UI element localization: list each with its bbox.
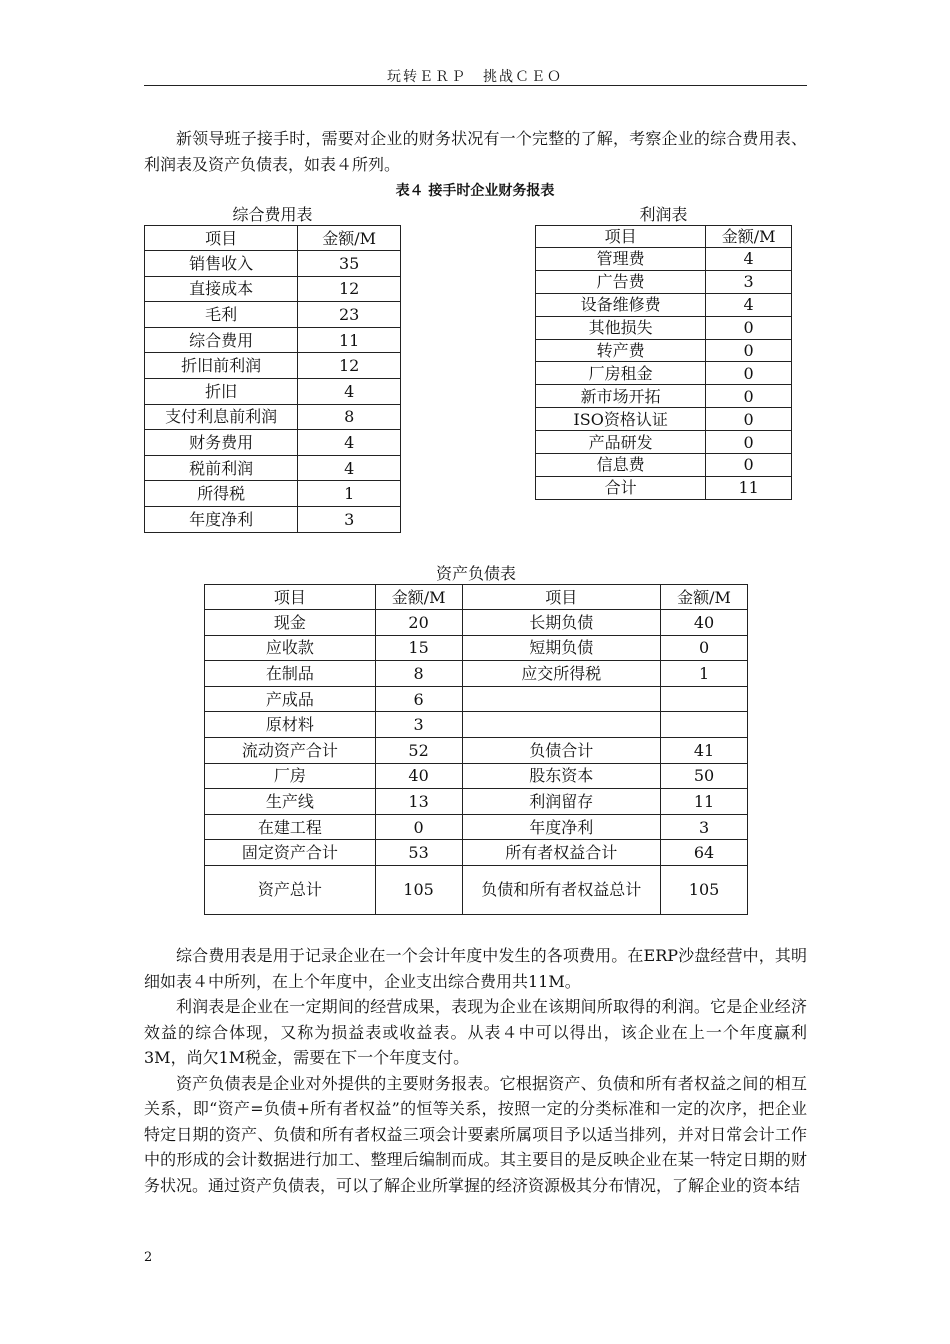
- item-cell: 其他损失: [536, 316, 706, 339]
- amount-cell: 4: [706, 248, 792, 271]
- body-paragraph: 综合费用表是用于记录企业在一个会计年度中发生的各项费用。在ERP沙盘经营中，其明细如表４中所列，在上个年度中，企业支出综合费用共11M。: [144, 946, 807, 991]
- item-cell: 合计: [536, 476, 706, 499]
- liability-item-cell: 所有者权益合计: [462, 840, 661, 866]
- asset-amount-cell: 3: [375, 712, 462, 738]
- item-cell: 所得税: [145, 481, 298, 507]
- amount-cell: 3: [706, 270, 792, 293]
- amount-cell: 0: [706, 408, 792, 431]
- liability-item-cell: [462, 686, 661, 712]
- asset-amount-cell: 53: [375, 840, 462, 866]
- item-cell: 销售收入: [145, 251, 298, 277]
- header-item: 项目: [536, 226, 706, 248]
- expense-table: [144, 225, 401, 533]
- table-row: [536, 339, 792, 362]
- table-row: [145, 455, 401, 481]
- balance-table-title: 资产负债表: [435, 564, 516, 583]
- table-row: [205, 686, 748, 712]
- item-cell: ISO资格认证: [536, 408, 706, 431]
- amount-cell: 12: [298, 353, 401, 379]
- table-header-row: [205, 585, 748, 610]
- amount-cell: 1: [298, 481, 401, 507]
- table-row: [536, 454, 792, 477]
- item-cell: 财务费用: [145, 430, 298, 456]
- asset-item-cell: 在制品: [205, 661, 376, 687]
- liability-amount-cell: 11: [661, 789, 748, 815]
- item-cell: 产品研发: [536, 431, 706, 454]
- asset-amount-cell: 40: [375, 763, 462, 789]
- amount-cell: 3: [298, 506, 401, 532]
- table-row: [536, 431, 792, 454]
- asset-item-cell: 在建工程: [205, 814, 376, 840]
- amount-cell: 0: [706, 339, 792, 362]
- table-row: [536, 293, 792, 316]
- liability-item-cell: 年度净利: [462, 814, 661, 840]
- table-row: [205, 763, 748, 789]
- profit-table: [535, 225, 792, 500]
- header-liability-item: 项目: [462, 585, 661, 610]
- item-cell: 转产费: [536, 339, 706, 362]
- item-cell: 税前利润: [145, 455, 298, 481]
- amount-cell: 4: [298, 455, 401, 481]
- table-row: [145, 506, 401, 532]
- liability-item-cell: [462, 712, 661, 738]
- liability-amount-cell: [661, 712, 748, 738]
- asset-amount-cell: 13: [375, 789, 462, 815]
- table-header-row: [145, 226, 401, 251]
- item-cell: 新市场开拓: [536, 385, 706, 408]
- liability-amount-cell: 50: [661, 763, 748, 789]
- intro-text: 新领导班子接手时，需要对企业的财务状况有一个完整的了解，考察企业的综合费用表、利润表及资产负债表，如表４所列。: [144, 129, 807, 174]
- profit-table-title: 利润表: [639, 205, 688, 224]
- asset-amount-cell: 15: [375, 635, 462, 661]
- liability-amount-cell: 64: [661, 840, 748, 866]
- table-row: [536, 362, 792, 385]
- expense-table-title: 综合费用表: [232, 205, 313, 224]
- table-row: [145, 353, 401, 379]
- balance-table: [204, 584, 748, 915]
- liability-item-cell: 负债合计: [462, 737, 661, 763]
- liability-item-cell: 负债和所有者权益总计: [462, 865, 661, 914]
- table-row: [145, 302, 401, 328]
- table-row: [145, 404, 401, 430]
- item-cell: 管理费: [536, 248, 706, 271]
- asset-amount-cell: 105: [375, 865, 462, 914]
- table-row: [536, 248, 792, 271]
- table-row: [145, 276, 401, 302]
- table-caption: 表４ 接手时企业财务报表: [395, 183, 555, 199]
- body-paragraph: 资产负债表是企业对外提供的主要财务报表。它根据资产、负债和所有者权益之间的相互关系，即“资产=负债+所有者权益”的恒等关系，按照一定的分类标准和一定的次序，把企业特定日期的资产、负债和所有者权益三项会计要素所属项目予以适当排列，并对日常会计工作中的形成的会计数据进行加工、整理后编制而成。其主要目的是反映企业在某一特定日期的财务状况。通过资产负债表，可以了解企业所掌握的经济资源极其分布情况，了解企业的资本结: [144, 1073, 807, 1195]
- item-cell: 支付利息前利润: [145, 404, 298, 430]
- amount-cell: 0: [706, 454, 792, 477]
- page-header: 玩转ＥＲＰ 挑战ＣＥＯ: [387, 69, 563, 85]
- table-row: [205, 840, 748, 866]
- asset-amount-cell: 8: [375, 661, 462, 687]
- liability-amount-cell: 0: [661, 635, 748, 661]
- item-cell: 厂房租金: [536, 362, 706, 385]
- table-row: [205, 661, 748, 687]
- asset-item-cell: 产成品: [205, 686, 376, 712]
- header-asset-item: 项目: [205, 585, 376, 610]
- amount-cell: 23: [298, 302, 401, 328]
- liability-item-cell: 股东资本: [462, 763, 661, 789]
- liability-item-cell: 短期负债: [462, 635, 661, 661]
- amount-cell: 4: [298, 430, 401, 456]
- header-amount: 金额/M: [298, 226, 401, 251]
- amount-cell: 0: [706, 316, 792, 339]
- table-header-row: [536, 226, 792, 248]
- item-cell: 设备维修费: [536, 293, 706, 316]
- header-asset-amount: 金额/M: [375, 585, 462, 610]
- liability-amount-cell: 3: [661, 814, 748, 840]
- item-cell: 直接成本: [145, 276, 298, 302]
- liability-amount-cell: 41: [661, 737, 748, 763]
- body-paragraph: 利润表是企业在一定期间的经营成果，表现为企业在该期间所取得的利润。它是企业经济效益的综合体现，又称为损益表或收益表。从表４中可以得出，该企业在上一个年度赢利3M，尚欠1M税金，需要在下一个年度支付。: [144, 997, 807, 1067]
- asset-item-cell: 生产线: [205, 789, 376, 815]
- liability-amount-cell: [661, 686, 748, 712]
- asset-item-cell: 应收款: [205, 635, 376, 661]
- liability-item-cell: 应交所得税: [462, 661, 661, 687]
- amount-cell: 8: [298, 404, 401, 430]
- table-row: [205, 635, 748, 661]
- asset-item-cell: 流动资产合计: [205, 737, 376, 763]
- asset-amount-cell: 52: [375, 737, 462, 763]
- asset-item-cell: 厂房: [205, 763, 376, 789]
- asset-amount-cell: 0: [375, 814, 462, 840]
- amount-cell: 0: [706, 362, 792, 385]
- asset-item-cell: 资产总计: [205, 865, 376, 914]
- asset-amount-cell: 20: [375, 610, 462, 636]
- table-row: [145, 430, 401, 456]
- asset-item-cell: 现金: [205, 610, 376, 636]
- header-rule: [144, 85, 807, 86]
- table-row: [145, 251, 401, 277]
- liability-amount-cell: 40: [661, 610, 748, 636]
- amount-cell: 4: [706, 293, 792, 316]
- table-row: [205, 712, 748, 738]
- table-row: [205, 789, 748, 815]
- table-row: [205, 865, 748, 914]
- asset-item-cell: 原材料: [205, 712, 376, 738]
- table-row: [145, 481, 401, 507]
- body-text: [144, 943, 807, 1198]
- liability-amount-cell: 105: [661, 865, 748, 914]
- liability-amount-cell: 1: [661, 661, 748, 687]
- table-row: [205, 737, 748, 763]
- table-row: [536, 408, 792, 431]
- amount-cell: 0: [706, 385, 792, 408]
- header-amount: 金额/M: [706, 226, 792, 248]
- asset-amount-cell: 6: [375, 686, 462, 712]
- item-cell: 折旧前利润: [145, 353, 298, 379]
- intro-paragraph: [144, 126, 807, 177]
- amount-cell: 0: [706, 431, 792, 454]
- item-cell: 折旧: [145, 378, 298, 404]
- item-cell: 广告费: [536, 270, 706, 293]
- liability-item-cell: 长期负债: [462, 610, 661, 636]
- asset-item-cell: 固定资产合计: [205, 840, 376, 866]
- amount-cell: 11: [298, 327, 401, 353]
- table-row: [536, 476, 792, 499]
- amount-cell: 35: [298, 251, 401, 277]
- table-row: [205, 610, 748, 636]
- table-row: [536, 270, 792, 293]
- table-row: [145, 327, 401, 353]
- liability-item-cell: 利润留存: [462, 789, 661, 815]
- item-cell: 年度净利: [145, 506, 298, 532]
- table-row: [536, 316, 792, 339]
- header-item: 项目: [145, 226, 298, 251]
- page-number: 2: [144, 1250, 153, 1265]
- header-liability-amount: 金额/M: [661, 585, 748, 610]
- amount-cell: 11: [706, 476, 792, 499]
- item-cell: 综合费用: [145, 327, 298, 353]
- table-row: [536, 385, 792, 408]
- amount-cell: 4: [298, 378, 401, 404]
- item-cell: 信息费: [536, 454, 706, 477]
- table-row: [205, 814, 748, 840]
- item-cell: 毛利: [145, 302, 298, 328]
- table-row: [145, 378, 401, 404]
- amount-cell: 12: [298, 276, 401, 302]
